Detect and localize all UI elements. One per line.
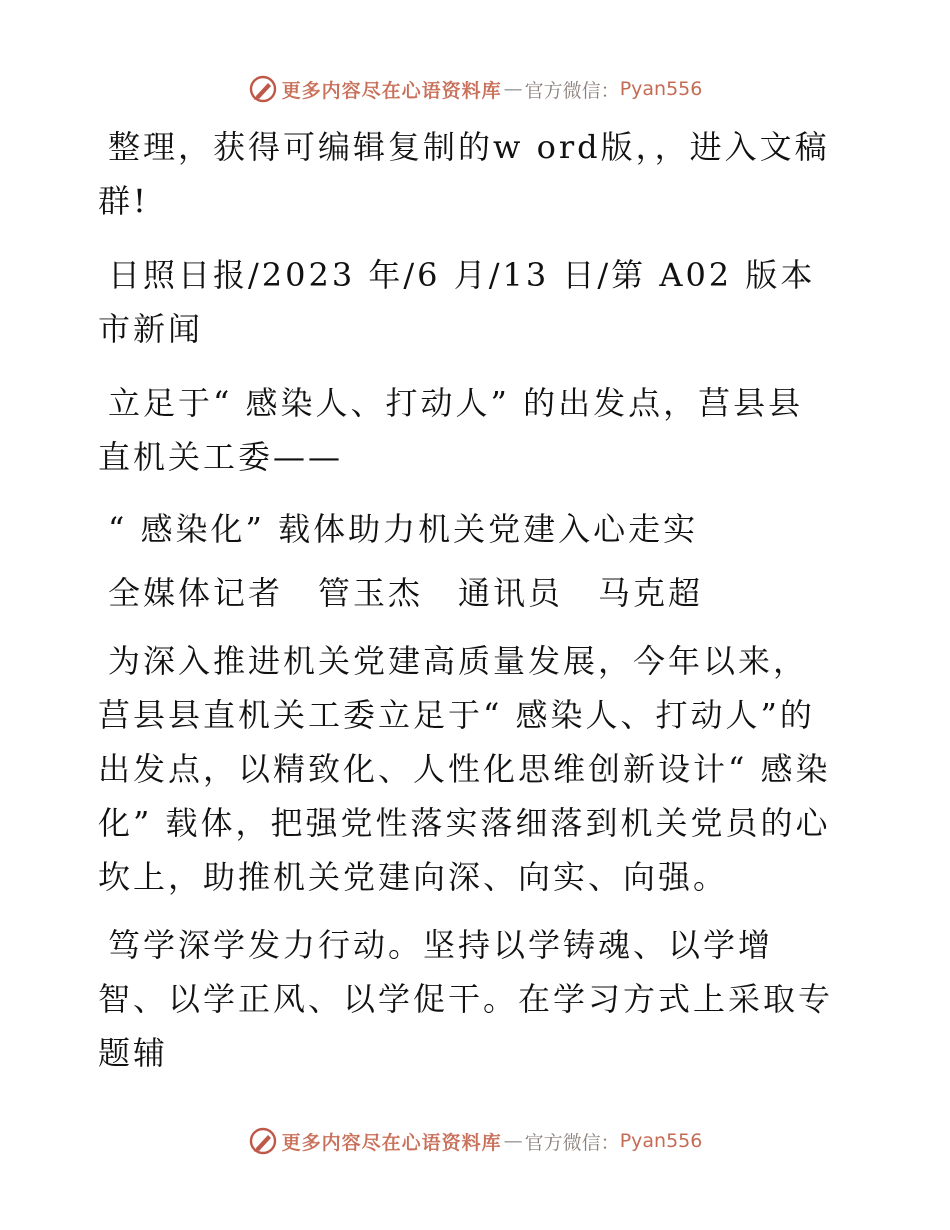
paragraph-intro: 整理，获得可编辑复制的w ord版，，进入文稿群! bbox=[98, 128, 830, 220]
article-title: “ 感染化” 载体助力机关党建入心走实 bbox=[108, 510, 699, 548]
watermark-text: 更多内容尽在心语资料库 bbox=[281, 79, 502, 102]
watermark-contact-label: 官方微信： bbox=[524, 1131, 620, 1154]
pen-logo-icon bbox=[248, 74, 278, 104]
watermark-separator: — bbox=[503, 78, 523, 100]
paragraph-body: 笃学深学发力行动。坚持以学铸魂、以学增智、以学正风、以学促干。在学习方式上采取专题辅 bbox=[98, 926, 834, 1072]
document-body bbox=[98, 120, 838, 1080]
paragraph-kicker: 立足于“ 感染人、打动人” 的出发点，莒县县直机关工委—— bbox=[98, 384, 804, 476]
watermark-contact-id: Pyan556 bbox=[619, 78, 703, 100]
paragraph-source: 日照日报/2023 年/6 月/13 日/第 A02 版本市新闻 bbox=[98, 256, 816, 348]
watermark-contact-id: Pyan556 bbox=[619, 1130, 703, 1152]
watermark-text: 更多内容尽在心语资料库 bbox=[281, 1131, 502, 1154]
watermark-contact-label: 官方微信： bbox=[524, 79, 620, 102]
watermark-separator: — bbox=[503, 1130, 523, 1152]
footer-watermark bbox=[0, 1124, 950, 1158]
header-watermark bbox=[0, 72, 950, 106]
paragraph-lead: 为深入推进机关党建高质量发展，今年以来，莒县县直机关工委立足于“ 感染人、打动人”的出发点，以精致化、人性化思维创新设计“ 感染化” 载体，把强党性落实落细落到机关党员的心坎上，助推机关党建向深、向实、向强。 bbox=[98, 642, 831, 896]
pen-logo-icon bbox=[248, 1126, 278, 1156]
article-byline: 全媒体记者 管玉杰 通讯员 马克超 bbox=[108, 574, 704, 612]
